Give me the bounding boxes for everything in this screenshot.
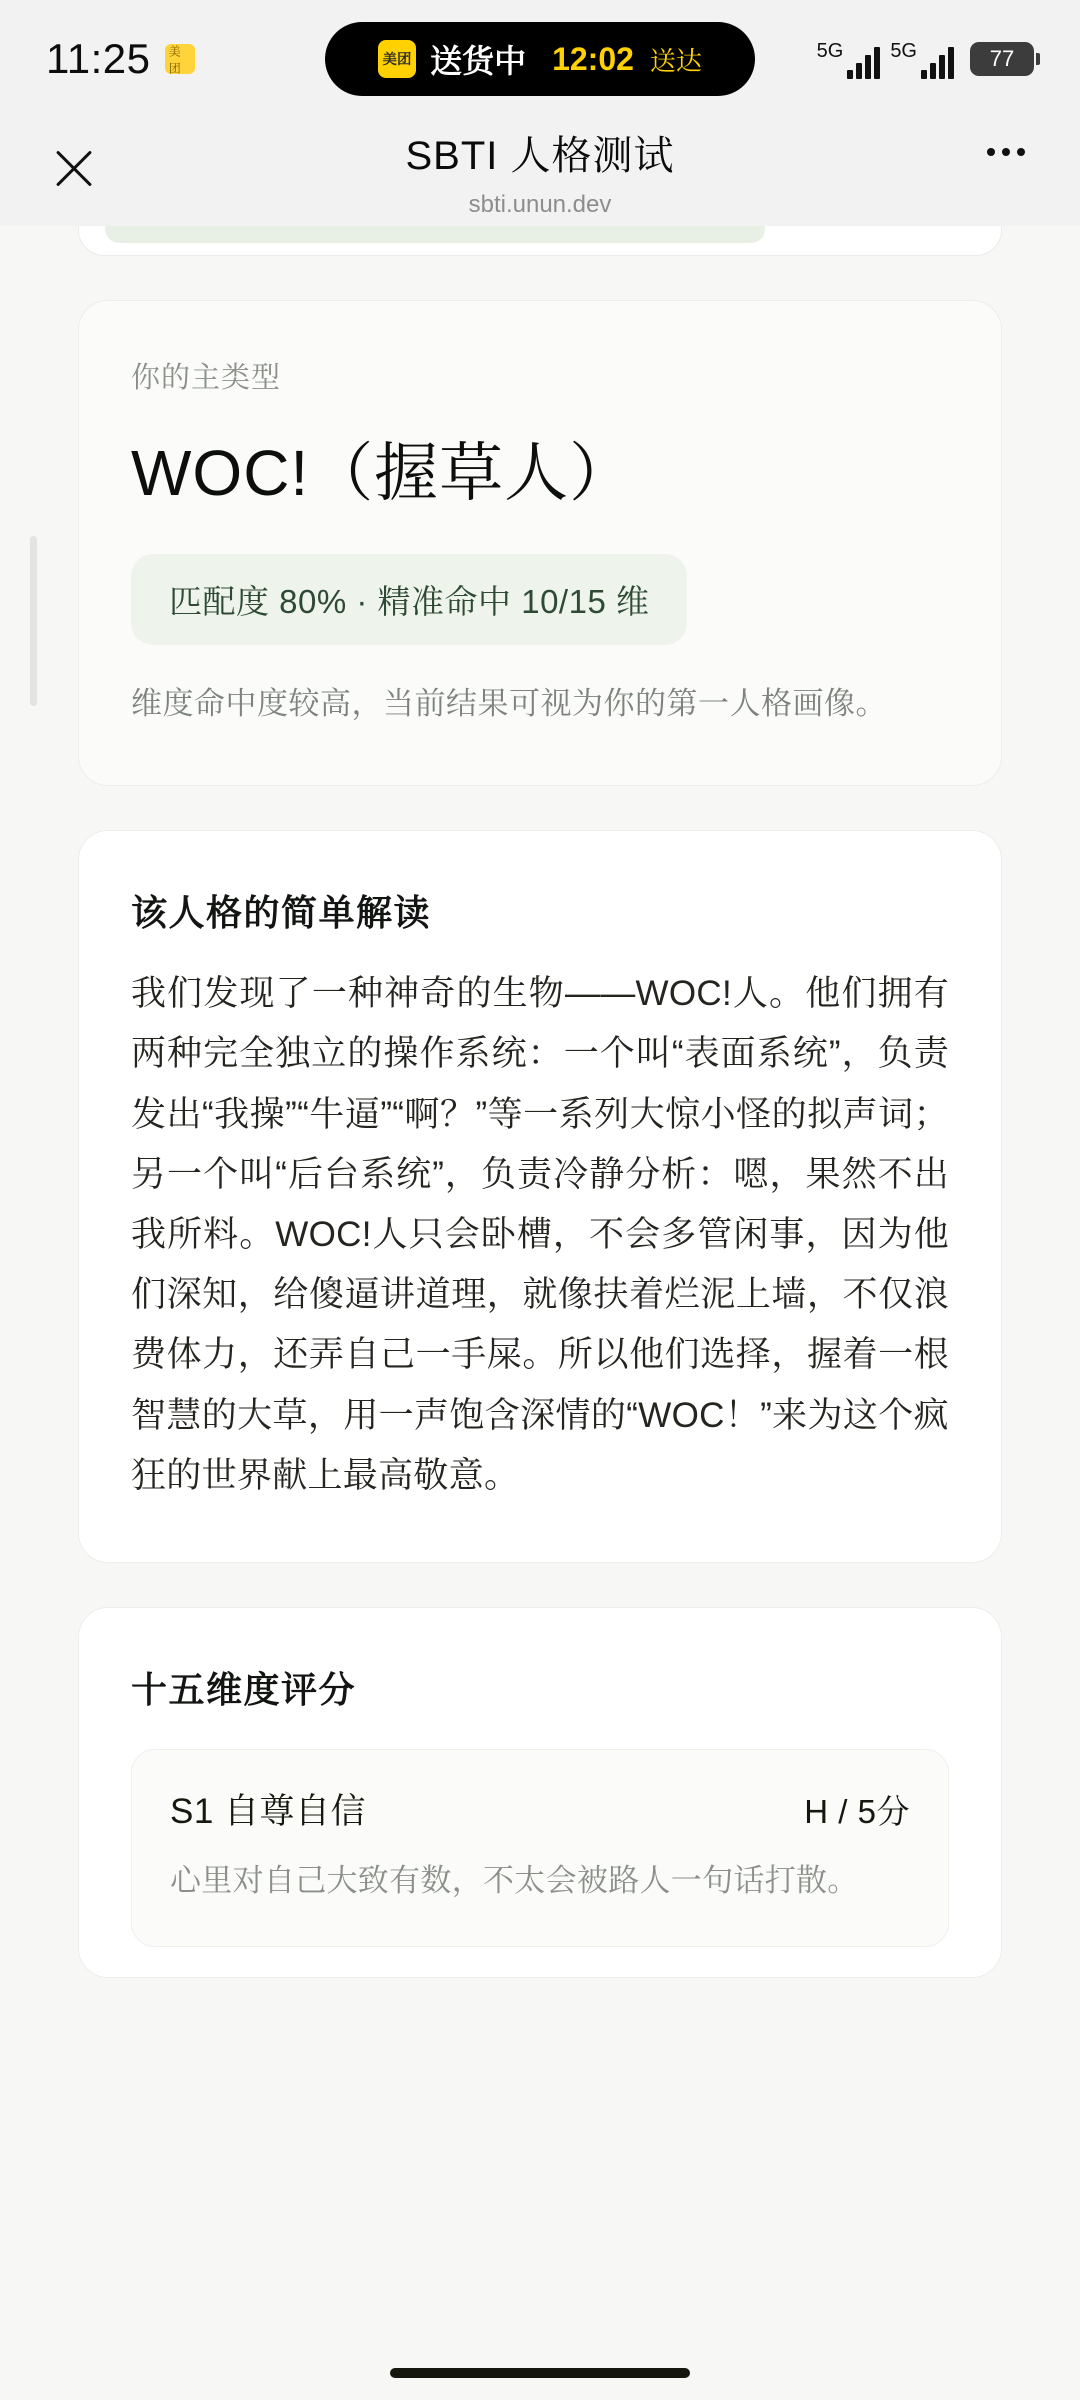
battery-level: 77 bbox=[989, 46, 1015, 71]
signal-bars-icon-2 bbox=[921, 47, 954, 79]
browser-title-bar bbox=[0, 118, 1080, 226]
status-bar-left bbox=[46, 35, 286, 83]
network-type-label-1: 5G bbox=[816, 39, 844, 62]
webview[interactable] bbox=[0, 226, 1080, 2400]
live-activity-brand: 美团 bbox=[382, 50, 412, 68]
status-bar-right bbox=[817, 40, 1034, 79]
dimension-header bbox=[170, 1784, 910, 1834]
interpretation-card bbox=[78, 830, 1002, 1563]
result-kicker: 你的主类型 bbox=[131, 362, 282, 394]
page-title: SBTI 人格测试 bbox=[405, 134, 675, 178]
mini-app-icon: 美团 bbox=[165, 44, 195, 74]
dimensions-card bbox=[78, 1607, 1002, 1978]
match-badge: 匹配度 80% · 精准命中 10/15 维 bbox=[131, 554, 687, 645]
signal-group-2 bbox=[890, 40, 954, 79]
close-icon[interactable] bbox=[44, 138, 104, 198]
meituan-logo-icon bbox=[378, 40, 416, 78]
more-options-icon[interactable] bbox=[976, 148, 1036, 156]
live-activity-eta: 12:02 bbox=[552, 40, 634, 77]
status-bar bbox=[0, 0, 1080, 118]
dimension-score: H / 5分 bbox=[804, 1792, 910, 1830]
progress-bar bbox=[105, 226, 765, 243]
signal-bars-icon-1 bbox=[847, 47, 880, 79]
dimension-name: S1 自尊自信 bbox=[170, 1791, 367, 1831]
network-type-label-2: 5G bbox=[890, 39, 917, 62]
interpretation-title: 该人格的简单解读 bbox=[131, 892, 432, 934]
live-activity-pill[interactable] bbox=[325, 22, 755, 96]
dimension-note: 心里对自己大致有数，不太会被路人一句话打散。 bbox=[170, 1862, 859, 1898]
result-description: 维度命中度较高，当前结果可视为你的第一人格画像。 bbox=[131, 686, 887, 721]
dimensions-title: 十五维度评分 bbox=[131, 1668, 357, 1710]
title-block bbox=[104, 124, 976, 219]
result-type-name: WOC!（握草人） bbox=[131, 437, 635, 509]
bottom-mask bbox=[0, 2330, 1080, 2400]
scrollbar[interactable] bbox=[30, 536, 37, 706]
home-indicator[interactable] bbox=[390, 2368, 690, 2378]
page-content bbox=[0, 226, 1080, 1978]
live-activity-eta-suffix: 送达 bbox=[649, 45, 702, 76]
interpretation-body: 我们发现了一种神奇的生物——WOC!人。他们拥有两种完全独立的操作系统：一个叫“表面系统”，负责发出“我操”“牛逼”“啊？”等一系列大惊小怪的拟声词；另一个叫“后台系统”，负责冷静分析：嗯，果然不出我所料。WOC!人只会卧槽，不会多管闲事，因为他们深知，给傻逼讲道理，就像扶着烂泥上墙，不仅浪费体力，还弄自己一手屎。所以他们选择，握着一根智慧的大草，用一声饱含深情的“WOC！”来为这个疯狂的世界献上最高敬意。 bbox=[131, 974, 949, 1495]
result-card bbox=[78, 300, 1002, 786]
status-bar-clock: 11:25 bbox=[46, 35, 151, 82]
signal-group-1 bbox=[817, 40, 881, 79]
battery-icon bbox=[970, 42, 1034, 76]
previous-card-partial bbox=[78, 226, 1002, 256]
live-activity-status: 送货中 bbox=[430, 43, 527, 79]
page-url: sbti.unun.dev bbox=[468, 191, 612, 218]
dimension-item[interactable] bbox=[131, 1749, 949, 1947]
